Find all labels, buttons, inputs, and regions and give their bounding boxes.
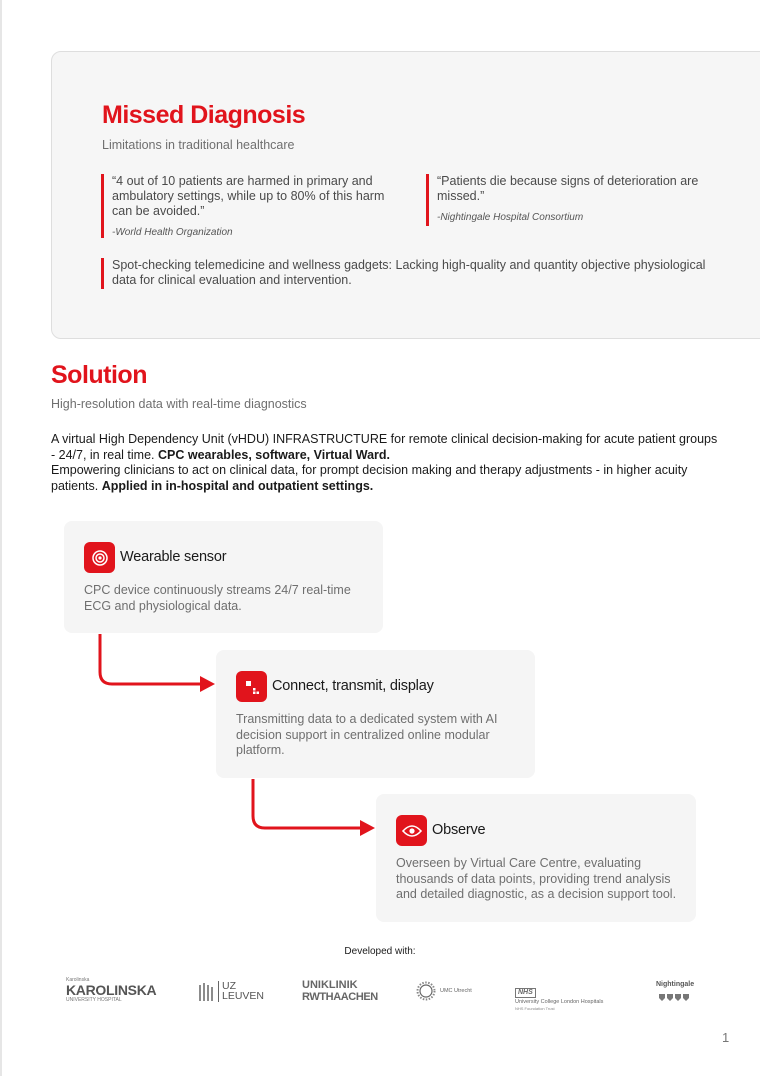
solution-p2-bold: Applied in in-hospital and outpatient settings. [101, 478, 374, 493]
quote-source: -Nightingale Hospital Consortium [437, 212, 584, 223]
who-quote [101, 174, 401, 238]
step-title: Wearable sensor [120, 549, 227, 565]
spot-check-note [101, 258, 721, 289]
arrow-2 [253, 779, 362, 828]
solution-subtitle: High-resolution data with real-time diagnostics [51, 397, 307, 411]
note-text: Spot-checking telemedicine and wellness gadgets: Lacking high-quality and quantity objective physiological data for clinical evaluation and intervention. [112, 258, 706, 287]
connect-icon [236, 671, 267, 702]
karolinska-sub: UNIVERSITY HOSPITAL [66, 997, 122, 1003]
missed-diagnosis-title: Missed Diagnosis [102, 101, 306, 129]
step-description: Overseen by Virtual Care Centre, evaluating thousands of data points, providing trend analysis and detailed diagnostic, as a decision support tool. [396, 856, 677, 901]
uzleuven-emblem-icon [199, 982, 215, 1002]
missed-diagnosis-subtitle: Limitations in traditional healthcare [102, 138, 295, 152]
uzleuven-logo [199, 981, 264, 1002]
rwth-line-1: UNIKLINIK [302, 979, 358, 991]
step-observe [376, 794, 696, 922]
solution-body [51, 432, 721, 494]
solution-paragraph-1 [51, 432, 721, 463]
step-connect [216, 650, 535, 778]
step-title: Connect, transmit, display [272, 678, 434, 694]
rwth-aachen-logo [302, 980, 378, 1003]
quote-text: “Patients die because signs of deterioration are missed.” [437, 174, 699, 203]
nightingale-shields-icon [658, 993, 692, 1002]
step-description: CPC device continuously streams 24/7 real-time ECG and physiological data. [84, 583, 351, 613]
uzleuven-line-1: UZ [222, 980, 236, 992]
eye-icon [396, 815, 427, 846]
arrow-1 [100, 634, 202, 684]
rwth-line-2: RWTHAACHEN [302, 991, 378, 1003]
solution-title: Solution [51, 361, 147, 389]
quote-source: -World Health Organization [112, 227, 233, 238]
umc-name: UMC Utrecht [440, 988, 472, 994]
solution-p1-bold: CPC wearables, software, Virtual Ward. [158, 447, 391, 462]
umc-utrecht-logo [416, 981, 472, 1001]
umc-sun-icon [416, 981, 436, 1001]
uclh-logo [515, 981, 603, 1011]
solution-paragraph-2 [51, 463, 721, 494]
karolinska-name: KAROLINSKA [66, 982, 157, 998]
step-description: Transmitting data to a dedicated system with AI decision support in centralized online modular platform. [236, 712, 498, 757]
step-title: Observe [432, 822, 486, 838]
karolinska-small: Karolinska [66, 977, 90, 983]
uclh-sub: NHS Foundation Trust [515, 1006, 555, 1011]
karolinska-logo [66, 978, 156, 1003]
nightingale-quote [426, 174, 726, 226]
arrow-1-head [200, 676, 215, 692]
uclh-name: University College London Hospitals [515, 999, 604, 1005]
uzleuven-line-2: LEUVEN [222, 990, 265, 1002]
quote-text: “4 out of 10 patients are harmed in primary and ambulatory settings, while up to 80% of this harm can be avoided.” [112, 174, 385, 218]
step-wearable-sensor [64, 521, 383, 633]
sensor-icon [84, 542, 115, 573]
nightingale-logo [656, 981, 694, 1007]
arrow-2-head [360, 820, 375, 836]
nightingale-name: Nightingale [656, 981, 695, 988]
page-number: 1 [722, 1030, 730, 1045]
solution-p2-text: Empowering clinicians to act on clinical data, for prompt decision making and therapy adjustments - in higher acuity patients. [51, 463, 688, 493]
page-edge [0, 0, 2, 1076]
developed-with-label: Developed with: [344, 946, 416, 957]
nhs-badge: NHS [515, 988, 536, 998]
solution-p1-text: A virtual High Dependency Unit (vHDU) INFRASTRUCTURE for remote clinical decision-making for acute patient groups - 24/7, in real time. [51, 432, 718, 462]
